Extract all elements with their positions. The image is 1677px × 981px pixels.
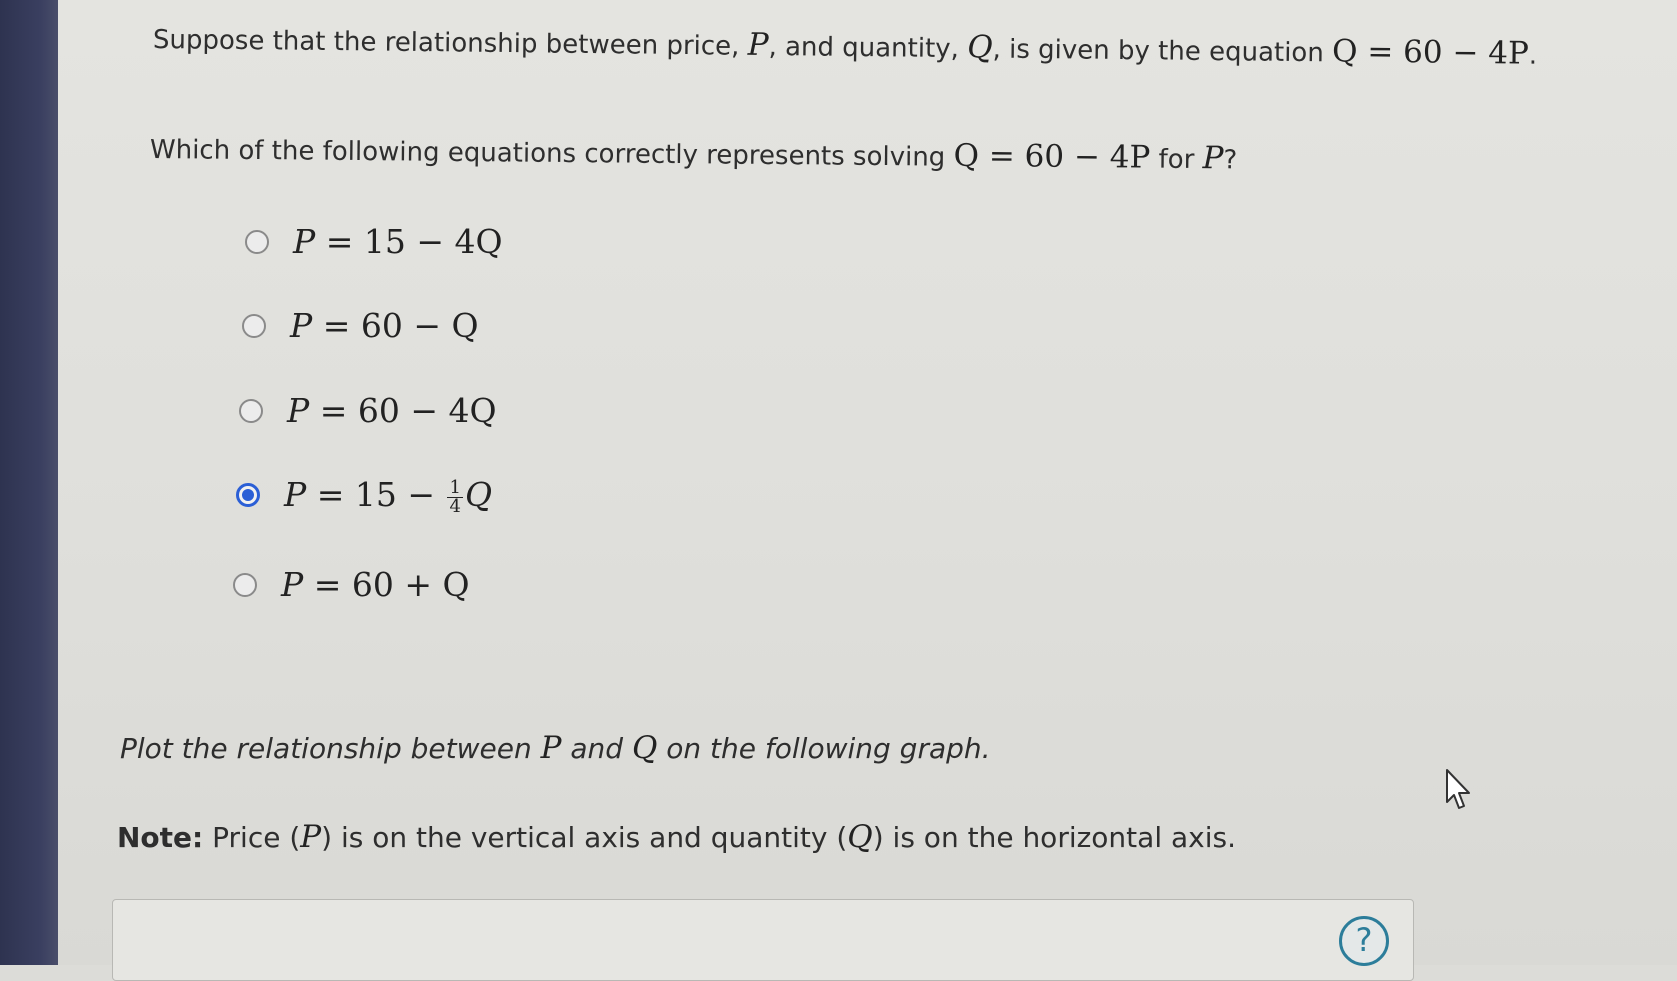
option-equation: P = 15 − $\frac{1}{4}$ Q (284, 475, 492, 517)
option-equation: P = 60 + Q (281, 565, 470, 604)
plot-instruction: Plot the relationship between P and Q on the following graph. (120, 730, 991, 766)
graph-area[interactable] (112, 899, 1414, 981)
given-equation: Q = 60 − 4P (1331, 33, 1530, 72)
prompt-text: Which of the following equations correctly represents solving (149, 135, 954, 173)
note-label: Note: (117, 821, 204, 854)
answer-option-3[interactable] (239, 391, 497, 430)
prompt-text: for (1150, 144, 1203, 176)
radio-button[interactable] (239, 399, 263, 423)
prompt-text: ? (1223, 145, 1238, 176)
mouse-cursor-icon (1444, 768, 1474, 812)
prompt-var: P (1202, 140, 1224, 177)
fraction: $\frac{1}{4}$ (449, 476, 461, 517)
option-equation: P = 60 − Q (290, 306, 479, 345)
radio-button-selected[interactable] (236, 483, 260, 507)
question-icon: ? (1355, 921, 1373, 959)
answer-option-2[interactable] (242, 306, 479, 345)
answer-option-1[interactable] (245, 222, 503, 261)
answer-option-4[interactable] (236, 475, 492, 516)
var-p: P (747, 26, 769, 63)
radio-button[interactable] (233, 573, 257, 597)
axis-note: Note: Price (P) is on the vertical axis and quantity (Q) is on the horizontal axis. (117, 819, 1236, 855)
prompt-equation: Q = 60 − 4P (953, 137, 1151, 176)
intro-text: , is given by the equation (992, 34, 1333, 69)
help-button[interactable] (1339, 916, 1389, 966)
intro-text: . (1528, 40, 1538, 71)
intro-text: Suppose that the relationship between price, (152, 25, 748, 62)
var-q: Q (966, 29, 993, 66)
radio-button[interactable] (242, 314, 266, 338)
screen-bezel (0, 0, 58, 965)
radio-button[interactable] (245, 230, 269, 254)
intro-text: , and quantity, (768, 31, 968, 65)
answer-option-5[interactable] (233, 565, 470, 604)
option-equation: P = 60 − 4Q (287, 391, 497, 430)
option-equation: P = 15 − 4Q (293, 222, 503, 261)
